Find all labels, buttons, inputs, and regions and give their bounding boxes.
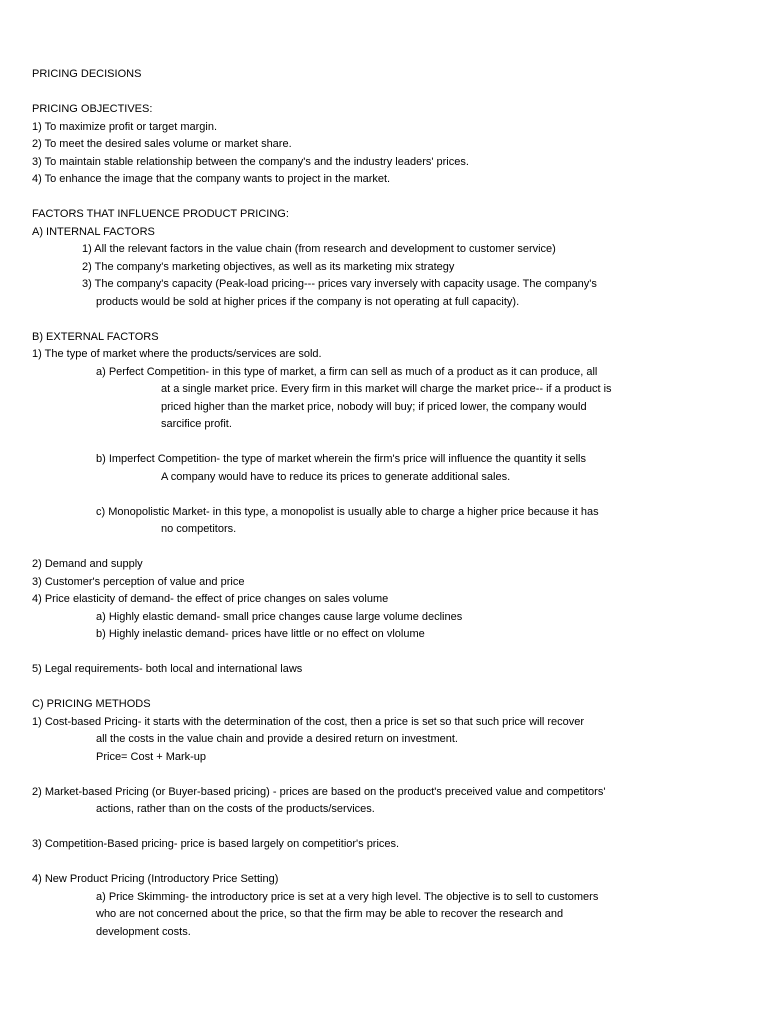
text-line: a) Price Skimming- the introductory price is set at a very high level. The objective is to sell to customers — [96, 890, 599, 903]
text-line: 4) New Product Pricing (Introductory Price Setting) — [32, 873, 279, 885]
text-line: all the costs in the value chain and provide a desired return on investment. — [96, 733, 458, 745]
text-line: 2) The company's marketing objectives, as well as its marketing mix strategy — [82, 260, 455, 273]
text-line: 1) Cost-based Pricing- it starts with the determination of the cost, then a price is set so that such price will recover — [32, 715, 585, 728]
text-line: at a single market price. Every firm in this market will charge the market price-- if a product is — [161, 383, 612, 395]
text-line: 5) Legal requirements- both local and international laws — [32, 663, 303, 675]
text-line: Price= Cost + Mark-up — [96, 750, 207, 763]
text-line: a) Highly elastic demand- small price changes cause large volume declines — [96, 610, 463, 623]
text-line: 3) The company's capacity (Peak-load pricing--- prices vary inversely with capacity usage. The company's — [82, 278, 597, 290]
text-line: B) EXTERNAL FACTORS — [32, 330, 159, 343]
text-line: actions, rather than on the costs of the products/services. — [96, 803, 375, 815]
text-line: development costs. — [96, 925, 191, 938]
text-line: 2) To meet the desired sales volume or market share. — [32, 138, 292, 150]
text-line: no competitors. — [161, 523, 237, 535]
text-line: who are not concerned about the price, so that the firm may be able to recover the research and — [96, 908, 564, 920]
text-line: 3) Customer's perception of value and price — [32, 575, 245, 588]
text-line: A) INTERNAL FACTORS — [32, 225, 155, 238]
text-line: sarcifice profit. — [161, 418, 232, 430]
text-line: FACTORS THAT INFLUENCE PRODUCT PRICING: — [32, 208, 289, 220]
text-line: 4) Price elasticity of demand- the effect of price changes on sales volume — [32, 593, 389, 605]
text-line: 1) All the relevant factors in the value chain (from research and development to customer service) — [82, 243, 556, 255]
text-line: 4) To enhance the image that the company wants to project in the market. — [32, 173, 391, 185]
text-line: PRICING DECISIONS — [32, 68, 142, 80]
text-line: 2) Demand and supply — [32, 558, 143, 570]
text-line: C) PRICING METHODS — [32, 698, 151, 710]
text-line: products would be sold at higher prices if the company is not operating at full capacity). — [96, 295, 520, 308]
text-line: priced higher than the market price, nobody will buy; if priced lower, the company would — [161, 400, 587, 413]
text-line: b) Imperfect Competition- the type of market wherein the firm's price will influence the quantity it sells — [96, 453, 586, 465]
text-line: c) Monopolistic Market- in this type, a monopolist is usually able to charge a higher price because it has — [96, 505, 599, 518]
text-line: A company would have to reduce its prices to generate additional sales. — [161, 470, 511, 483]
text-line: 1) The type of market where the products/services are sold. — [32, 348, 322, 360]
text-line: 1) To maximize profit or target margin. — [32, 120, 218, 133]
text-line: PRICING OBJECTIVES: — [32, 103, 153, 115]
text-line: a) Perfect Competition- in this type of market, a firm can sell as much of a product as it can produce, all — [96, 365, 598, 378]
text-line: 3) To maintain stable relationship between the company's and the industry leaders' prices. — [32, 155, 469, 168]
text-line: 3) Competition-Based pricing- price is based largely on competitior's prices. — [32, 838, 400, 850]
text-line: b) Highly inelastic demand- prices have little or no effect on vlolume — [96, 628, 425, 640]
text-line: 2) Market-based Pricing (or Buyer-based pricing) - prices are based on the product's preceived value and competitors' — [32, 785, 606, 798]
